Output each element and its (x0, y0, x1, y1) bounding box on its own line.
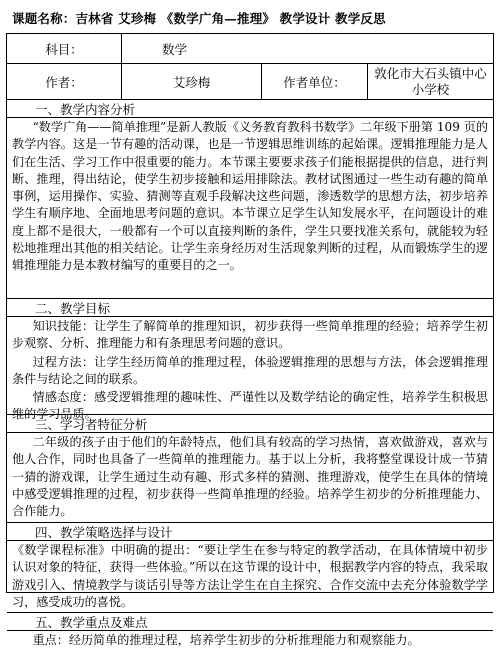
section-body (7, 317, 493, 422)
subject-label: 科目： (45, 41, 83, 57)
subject-value: 数学 (121, 34, 493, 63)
section-body (7, 631, 493, 671)
section-paragraph: 知识技能：让学生了解简单的推理知识，初步获得一些简单推理的经验；培养学生初步观察、分析、推理能力和有条理思考问题的意识。 (12, 319, 488, 351)
section-paragraph: “数学广角——简单推理”是新人教版《义务教育教科书数学》二年级下册第 109 页的教学内容。这是一节有趣的活动课，也是一节逻辑思维训练的起始课。逻辑推理能力是人们在生活、学习工作中很重要的能力。本节课主要要求孩子们能根据提供的信息，进行判断、推理，得出结论，使学生初步接触和运用排除法。教材试图通过一些生动有趣的简单事例，运用操作、实验、猜测等直观手段解决这些问题，渗透数学的思想方法，初步培养学生有顺序地、全面地思考问题的意识。本节课立足学生认知发展水平，在问题设计的难度上都不是很大，一般都有一个可以直接判断的条件，学生只要找准关系句，就能较为轻松地推理出其他的相关结论。让学生亲身经历对生活现象判断的过程，从而锻炼学生的逻辑推理能力是本教材编写的重要目的之一。 (12, 120, 488, 273)
section-paragraph: 情感态度：感受逻辑推理的趣味性、严谨性以及数学结论的确定性，培养学生积极思维的学习品质。 (12, 390, 488, 422)
section-heading: 三、学习者特征分析 (7, 415, 493, 433)
section-heading: 二、教学目标 (7, 299, 493, 317)
section-paragraph: 重点：经历简单的推理过程，培养学生初步的分析推理能力和观察能力。 (32, 633, 420, 647)
section-heading: 一、教学内容分析 (7, 100, 493, 118)
section-paragraph: 《数学课程标准》中明确的提出：“要让学生在参与特定的教学活动，在具体情境中初步认识对象的特征，获得一些体验。”所以在这节课的设计中，根据教学内容的特点，我采取游戏引入、情境教学与谈话引导等方法让学生在自主探究、合作交流中去充分体验数学学习，感受成功的喜悦。 (12, 543, 488, 609)
author-label: 作者： (45, 74, 83, 90)
section-body (7, 541, 493, 613)
unit-value: 敦化市大石头镇中心小学校 (367, 64, 493, 99)
section-paragraph: 过程方法：让学生经历简单的推理过程，体验逻辑推理的思想与方法，体会逻辑推理条件与结论之间的联系。 (12, 354, 488, 386)
section-heading: 四、教学策略选择与设计 (7, 523, 493, 541)
author-value: 艾珍梅 (121, 64, 261, 99)
lesson-table (6, 33, 494, 647)
section-body (7, 118, 493, 299)
document-title: 课题名称：吉林省 艾珍梅 《数学广角—推理》 教学设计 教学反思 (12, 11, 386, 26)
section-heading: 五、教学重点及难点 (7, 613, 493, 631)
section-paragraph: 二年级的孩子由于他们的年龄特点，他们具有较高的学习热情，喜欢做游戏，喜欢与他人合作，同时也具备了一些简单的推理能力。基于以上分析，我将整堂课设计成一节猜一猜的游戏课，让学生通过生动有趣、形式多样的猜测、推理游戏，使学生在具体的情境中感受逻辑推理的过程，初步获得一些简单推理的经验。培养学生初步的分析推理能力、合作能力。 (12, 435, 488, 519)
unit-label: 作者单位： (261, 64, 367, 99)
author-row (7, 64, 493, 100)
section-body (7, 433, 493, 523)
subject-row (7, 34, 493, 64)
